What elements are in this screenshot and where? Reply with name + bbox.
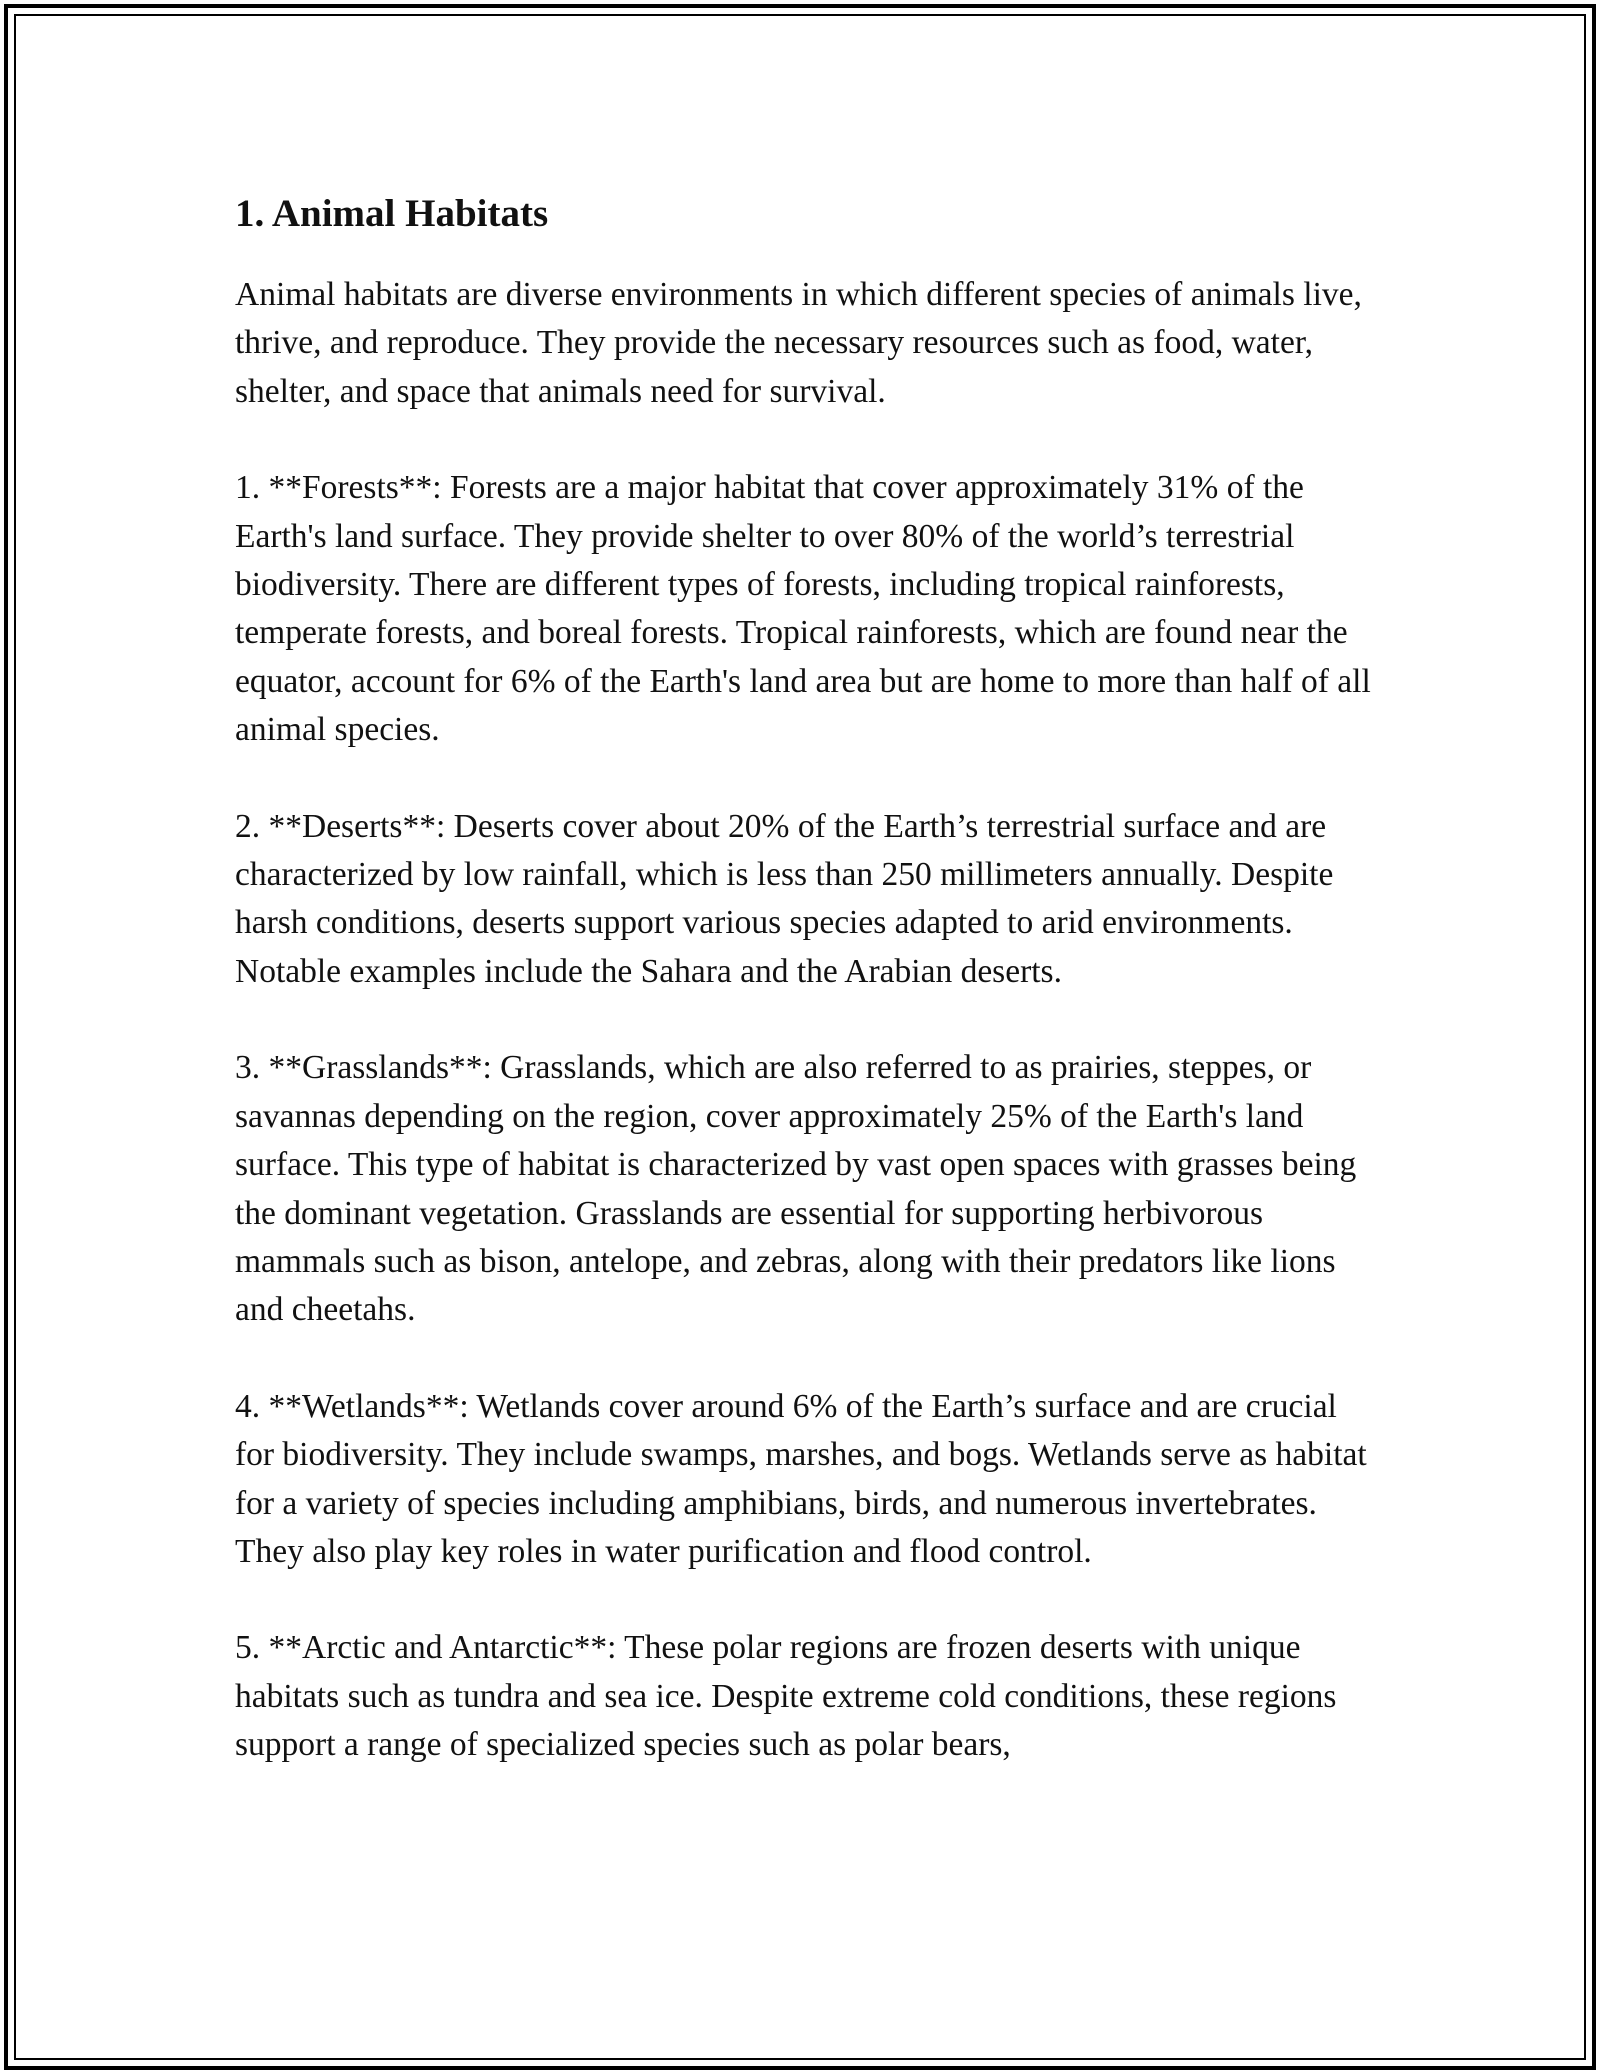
- polar-paragraph: 5. **Arctic and Antarctic**: These polar regions are frozen deserts with unique habitats such as tundra and sea ice. Despite extreme cold conditions, these regions support a range of specialized species such as polar bears,: [235, 1629, 1337, 1764]
- document-body: [235, 183, 1375, 1770]
- wetlands-paragraph: 4. **Wetlands**: Wetlands cover around 6% of the Earth’s surface and are crucial for biodiversity. They include swamps, marshes, and bogs. Wetlands serve as habitat for a variety of species including amphibians, birds, and numerous invertebrates. They also play key roles in water purification and flood control.: [235, 1387, 1367, 1570]
- deserts-paragraph: 2. **Deserts**: Deserts cover about 20% of the Earth’s terrestrial surface and are characterized by low rainfall, which is less than 250 millimeters annually. Despite harsh conditions, deserts support various species adapted to arid environments. Notable examples include the Sahara and the Arabian deserts.: [235, 807, 1334, 990]
- forests-paragraph: 1. **Forests**: Forests are a major habitat that cover approximately 31% of the Earth's land surface. They provide shelter to over 80% of the world’s terrestrial biodiversity. There are different types of forests, including tropical rainforests, temperate forests, and boreal forests. Tropical rainforests, which are found near the equator, account for 6% of the Earth's land area but are home to more than half of all animal species.: [235, 469, 1371, 749]
- intro-paragraph: Animal habitats are diverse environments in which different species of animals live, thrive, and reproduce. They provide the necessary resources such as food, water, shelter, and space that animals need for survival.: [235, 276, 1362, 410]
- grasslands-paragraph: 3. **Grasslands**: Grasslands, which are also referred to as prairies, steppes, or savannas depending on the region, cover approximately 25% of the Earth's land surface. This type of habitat is characterized by vast open spaces with grasses being the dominant vegetation. Grasslands are essential for supporting herbivorous mammals such as bison, antelope, and zebras, along with their predators like lions and cheetahs.: [235, 1049, 1357, 1329]
- section-heading: 1. Animal Habitats: [235, 192, 549, 235]
